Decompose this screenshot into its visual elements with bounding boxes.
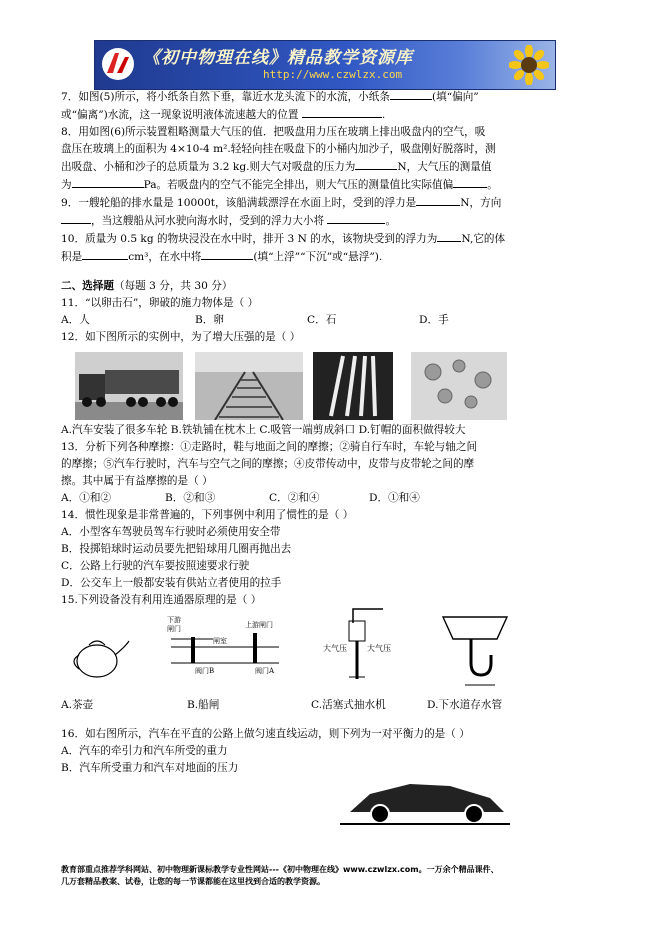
q7-line2: 或“偏离”)水流，这一现象说明液体流速越大的位置 .	[61, 106, 601, 124]
q14-option-b[interactable]: B．投掷铅球时运动员要先把铅球用几圈再抛出去	[61, 543, 292, 555]
q11-stem: 11．“以卵击石”，卵破的施力物体是（ ）	[61, 297, 259, 309]
ship-lock-image	[165, 613, 285, 683]
q15-option-d[interactable]: D.下水道存水管	[427, 699, 503, 711]
q16-stem: 16．如右图所示，汽车在平直的公路上做匀速直线运动，则下列为一对平衡力的是（ ）	[61, 728, 470, 740]
q8-line1: 8．用如图(6)所示装置粗略测量大气压的值．把吸盘用力压在玻璃上排出吸盘内的空气，吸	[61, 126, 486, 138]
page-footer	[61, 864, 609, 888]
q11-option-c[interactable]: C．石	[307, 314, 337, 326]
q9-line1: 9．一艘轮船的排水量是 10000t，该船满载漂浮在水面上时，受到的浮力是 N，方向	[61, 194, 601, 212]
pump-label-right: 大气压	[367, 644, 391, 653]
q12-images	[61, 348, 601, 428]
q14-option-a[interactable]: A．小型客车驾驶员驾车行驶时必须使用安全带	[61, 526, 281, 538]
sunflower-icon	[509, 45, 549, 85]
piston-pump-image	[313, 603, 403, 687]
q11-options	[61, 312, 601, 329]
q13-line2: 的摩擦；⑤汽车行驶时，汽车与空气之间的摩擦；④皮带传动中，皮带与皮带轮之间的摩	[61, 458, 475, 470]
lock-label-gate: 闸门	[167, 625, 181, 633]
lock-label-chamber: 闸室	[213, 637, 227, 645]
footer-line2: 几万套精品教案、试卷，让您的每一节课都能在这里找到合适的教学资源。	[61, 877, 325, 886]
lock-label-upstream-gate: 上游闸门	[245, 621, 273, 629]
drain-trap-image	[435, 609, 515, 689]
q13-option-d[interactable]: D．①和④	[369, 492, 420, 504]
q12-stem: 12．如下图所示的实例中，为了增大压强的是（ ）	[61, 331, 301, 343]
q8-line3: 出吸盘、小桶和沙子的总质量为 3.2 kg.则大气对吸盘的压力为 N，大气压的测量值	[61, 158, 601, 176]
q11-option-d[interactable]: D．手	[419, 314, 449, 326]
q10-line2: 积是 cm³，在水中将 (填“上浮”“下沉”或“悬浮”).	[61, 248, 601, 266]
header-banner	[94, 40, 556, 90]
q14-option-d[interactable]: D．公交车上一般都安装有供站立者使用的拉手	[61, 577, 282, 589]
q11-option-a[interactable]: A．人	[61, 314, 90, 326]
railway-image	[195, 352, 303, 420]
thumbtacks-image	[411, 352, 507, 420]
lock-label-valve-a: 阀门A	[255, 667, 275, 675]
q8-line4: 为 Pa。若吸盘内的空气不能完全排出，则大气压的测量值比实际值偏 。	[61, 176, 601, 194]
q15-captions	[61, 697, 601, 714]
q12-captions: A.汽车安装了很多车轮 B.铁轨铺在枕木上 C.吸管一端剪成斜口 D.钉帽的面积做得较大	[61, 424, 466, 436]
banner-title: 《初中物理在线》精品教学资源库	[143, 48, 413, 68]
q15-option-c[interactable]: C.活塞式抽水机	[311, 699, 386, 711]
q11-option-b[interactable]: B．卵	[195, 314, 224, 326]
q10-line1: 10．质量为 0.5 kg 的物块浸没在水中时，排开 3 N 的水，该物块受到的浮力为 N,它的体	[61, 230, 601, 248]
section2-heading: 二、选择题（每题 3 分，共 30 分）	[61, 280, 233, 292]
q13-option-a[interactable]: A．①和②	[61, 492, 112, 504]
straws-image	[313, 352, 393, 420]
site-logo-icon	[101, 47, 135, 81]
q13-option-c[interactable]: C．②和④	[269, 492, 320, 504]
teapot-image	[67, 633, 131, 679]
q16-option-a[interactable]: A．汽车的牵引力和汽车所受的重力	[61, 745, 228, 757]
q7-line1: 7．如图(5)所示，将小纸条自然下垂，靠近水龙头流下的水流，小纸条 (填“偏向”	[61, 88, 601, 106]
lock-label-downstream: 下游	[167, 616, 181, 624]
q14-stem: 14．惯性现象是非常普遍的，下列事例中利用了惯性的是（ ）	[61, 509, 354, 521]
q15-option-b[interactable]: B.船闸	[187, 699, 220, 711]
footer-line1: 教育部重点推荐学科网站、初中物理新课标教学专业性网站---《初中物理在线》www.czwlzx.com。一万余个精品课件、	[61, 865, 499, 874]
q14-option-c[interactable]: C．公路上行驶的汽车要按照速要求行驶	[61, 560, 250, 572]
q13-option-b[interactable]: B．②和③	[165, 492, 216, 504]
q15-images	[61, 609, 601, 699]
car-image	[340, 772, 510, 832]
lock-label-valve-b: 阀门B	[195, 667, 215, 675]
q15-option-a[interactable]: A.茶壶	[61, 699, 94, 711]
truck-image	[75, 352, 183, 420]
q13-line1: 13．分析下列各种摩擦：①走路时，鞋与地面之间的摩擦；②骑自行车时，车轮与轴之间	[61, 441, 478, 453]
q9-line2: ，当这艘船从河水驶向海水时，受到的浮力大小将 。	[61, 212, 601, 230]
exam-content	[61, 88, 601, 777]
banner-url[interactable]: http://www.czwlzx.com	[263, 68, 403, 81]
pump-label-left: 大气压	[323, 644, 347, 653]
q16-option-b[interactable]: B．汽车所受重力和汽车对地面的压力	[61, 762, 239, 774]
q13-line3: 擦。其中属于有益摩擦的是（ ）	[61, 475, 213, 487]
q13-options	[61, 490, 601, 507]
q8-line2: 盘压在玻璃上的面积为 4×10-4 m².轻轻向挂在吸盘下的小桶内加沙子，吸盘刚好脱落时，测	[61, 143, 496, 155]
q15-stem: 15.下列设备没有利用连通器原理的是（ ）	[61, 594, 262, 606]
